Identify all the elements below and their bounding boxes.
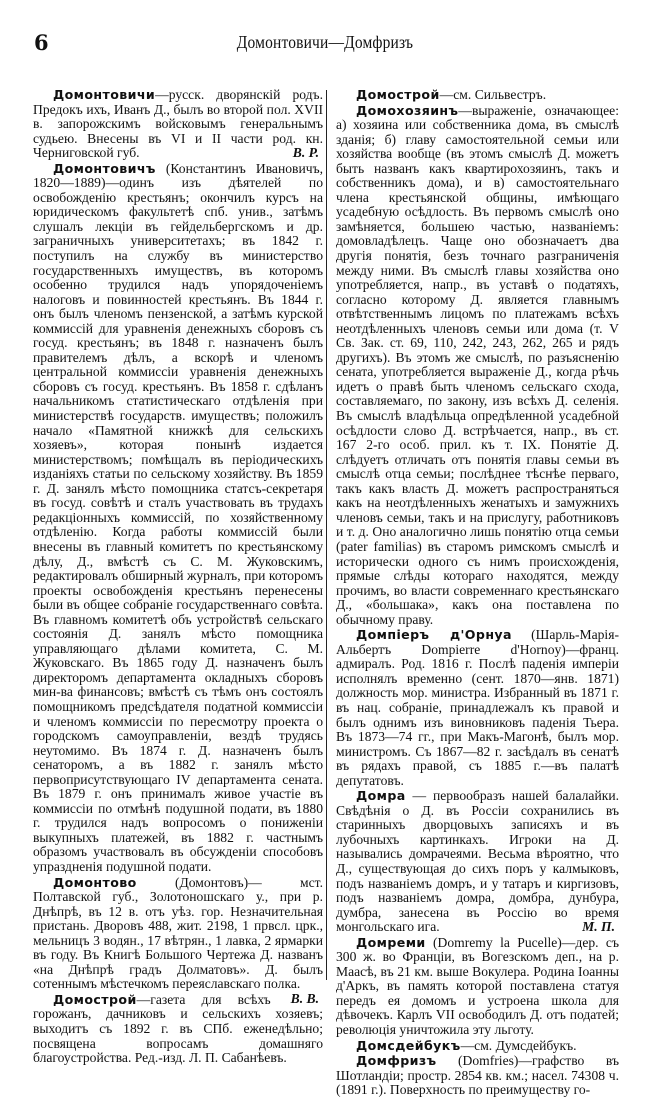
entry-term: Домострой: [356, 87, 440, 102]
entry-dompierre-dhornoy: [336, 628, 619, 788]
entry-term: Домохозяинъ: [356, 102, 459, 118]
entry-signature: М. П.: [582, 919, 615, 935]
entry-body: —выраженіе, означающее: а) хозяина или собственника дома, въ смыслѣ зданія; б) главу самостоятельной семьи или хозяйства вообще (въ этомъ смыслѣ Д. можетъ быть названъ какъ квартирохозяинъ, такъ и собственникъ дома), и в) самостоятельнаго члена крестьянской общины, имѣющаго усадебную осѣдлость. Въ первомъ смыслѣ оно замѣняется, большею частью, названіемъ: домовладѣлецъ. Чаще оно обозначаетъ два другія понятія, безъ точнаго разграниченія между ними. Въ смыслѣ главы хозяйства оно употребляется, напр., въ уставѣ о податяхъ, согласно которому Д. является главнымъ отвѣтственнымъ лицомъ по платежамъ всѣхъ неотдѣленныхъ членовъ семьи или дома (т. V Св. Зак. ст. 69, 110, 242, 243, 262, 265 и рядъ другихъ). Въ этомъ же смыслѣ, по разъясненію сената, употребляется выраженіе Д., когда рѣчь идетъ о правѣ быть членомъ сельскаго схода, составляемаго, по закону, изъ всѣхъ Д. селенія. Въ смыслѣ владѣльца опредѣленной усадебной осѣдлости слово Д. встрѣчается, напр., въ ст. 167 2-го особ. прил. къ т. IX. Понятіе Д. слѣдуетъ отличать отъ понятія главы семьи въ смыслѣ отца семьи; послѣднее тѣснѣе перваго, такъ какъ власть Д. можетъ распространяться какъ на неотдѣленныхъ женатыхъ и замужнихъ членовъ семьи, такъ и на прислугу, работниковъ и т. д. Оно аналогично лишь понятію отца семьи (pater familias) въ старомъ римскомъ смыслѣ и исторически одного съ нимъ происхожденія, прямые слѣды котораго находятся, между прочимъ, во власти современнаго крестьянскаго Д., «большака», какъ она поставлена по обычному праву.: [336, 102, 619, 627]
entry-domontovich: [33, 162, 323, 875]
entry-term: Домонтовичи: [53, 87, 156, 102]
entry-term: Домреми: [356, 934, 426, 950]
entry-body: —см. Сильвестръ.: [439, 87, 547, 102]
entry-dumfries: [336, 1054, 619, 1098]
entry-term: Домонтовичъ: [53, 160, 156, 176]
page-header: [30, 30, 620, 54]
entry-term: Домра: [356, 788, 406, 804]
entry-body: —русск. дворянскій родъ. Предокъ ихъ, Иванъ Д., былъ во второй пол. XVII в. запорожскимъ войсковымъ генеральнымъ судьею. Внесены въ VI и II части род. кн. Черниговской губ.: [33, 87, 323, 161]
entry-body: —см. Думсдейбукъ.: [460, 1037, 577, 1053]
entry-term: Домострой: [53, 991, 137, 1007]
entry-domremy: [336, 936, 619, 1038]
entry-domesday-book-see: [336, 1039, 619, 1054]
column-divider: [326, 90, 327, 980]
right-column: [336, 88, 619, 1099]
entry-body: (Domremy la Pucelle)—дер. съ 300 ж. во Франціи, въ Вогезскомъ деп., на р. Маасѣ, въ 21 км. выше Вокулера. Родина Іоанны д'Аркъ, въ память которой поставлена статуя передъ ея домомъ и устроена школа для дѣвочекъ. Карлъ VII освободилъ Д. отъ податей; революція уничтожила эту льготу.: [336, 934, 619, 1037]
entry-domontovichi: [33, 88, 323, 161]
entry-domra: [336, 789, 619, 934]
entry-signature: В. Р.: [292, 145, 319, 161]
running-title: Домонтовичи—Домфризъ: [236, 32, 414, 52]
entry-body: (Domfries)—графство въ Шотландіи; простр. 2854 кв. км.; насел. 74308 ч. (1891 г.). Поверхность по преимуществу го-: [336, 1053, 619, 1098]
entry-term: Домсдейбукъ: [356, 1037, 461, 1053]
page-number: 6: [34, 30, 49, 55]
entry-body: (Домонтовъ)— мст. Полтавской губ., Золотоношскаго у., при р. Днѣпрѣ, въ 12 в. отъ уѣз. гор. Незначительная пристань. Дворовъ 488, жит. 2198, 1 првсл. црк., мельницъ 3 водян., 17 вѣтрян., 1 лавка, 2 ярмарки въ году. Въ Книгѣ Большого Чертежа Д. названъ «на Днѣпрѣ градъ Долматовъ». Д. былъ сотеннымъ мѣстечкомъ переяславскаго полка.: [33, 874, 323, 992]
entry-body: (Шарль-Марія-Альбертъ Dompierre d'Hornoy)—франц. адмиралъ. Род. 1816 г. Послѣ паденія имперіи исполнялъ временно (сент. 1870—янв. 1871) должность мор. министра. Избранный въ 1871 г. въ нац. собраніе, принадлежалъ къ правой и былъ однимъ изъ виновниковъ паденія Тьера. Въ 1873—74 гг., при Макъ-Магонѣ, былъ мор. министромъ. Съ 1867—82 г. засѣдалъ въ сенатѣ въ рядахъ правой, съ 1885 г.—въ палатѣ депутатовъ.: [336, 627, 619, 788]
entry-domostroy-see: [336, 88, 619, 103]
entry-term: Домонтово: [53, 874, 137, 890]
left-column: [33, 88, 323, 1067]
entry-term: Домфризъ: [356, 1053, 437, 1069]
entry-body: (Константинъ Ивановичъ, 1820—1889)—одинъ изъ дѣятелей по освобожденію крестьянъ; окончилъ курсъ на юридическомъ факультетѣ спб. унив., затѣмъ слушалъ лекціи въ гейдельбергскомъ и др. заграничныхъ университетахъ; въ 1842 г. поступилъ на службу въ министерство государственныхъ имуществъ, въ которомъ особенно трудился надъ упорядоченіемъ налоговъ и повинностей крестьянъ. Въ 1844 г. онъ былъ членомъ пензенской, а затѣмъ курской коммиссій для уравненія денежныхъ сборовъ съ госуд. крестьянъ; въ 1848 г. назначенъ былъ правителемъ дѣлъ, а вскорѣ и членомъ центральной коммиссіи уравненія денежныхъ сборовъ съ госуд. крестьянъ. Въ 1858 г. сдѣланъ начальникомъ статистическаго отдѣленія при министерствѣ государств. имуществъ; положилъ начало «Памятной книжкѣ для сельскихъ хозяевъ», которая понынѣ издается министерствомъ; помѣщалъ въ періодическихъ изданіяхъ статьи по сельскому хозяйству. Въ 1859 г. Д. занялъ мѣсто помощника статсъ-секретаря въ госуд. совѣтѣ и сталъ участвовать въ трудахъ редакціонныхъ коммиссій, по хозяйственному отдѣленію. Когда работы коммиссій были внесены въ главный комитетъ по крестьянскому дѣлу, Д., вмѣстѣ съ С. М. Жуковскимъ, редактировалъ обширный журналъ, при которомъ проекты освобожденія крестьянъ перенесены были въ общее собраніе государственнаго совѣта. Въ главномъ комитетѣ объ устройствѣ сельскаго состоянія Д. занялъ мѣсто помощника управляющаго дѣлами комитета, С. М. Жуковскаго. Въ 1865 году Д. назначенъ былъ директоромъ департамента окладныхъ сборовъ мин-ва финансовъ; вмѣстѣ съ тѣмъ онъ состоялъ помощникомъ предсѣдателя податной коммиссіи и членомъ коммиссіи по пересмотру проекта о городскомъ самоуправленіи, вездѣ трудясь неутомимо. Въ 1874 г. Д. назначенъ былъ сенаторомъ, а въ 1882 г. занялъ мѣсто первоприсутствующаго IV департамента сената. Въ 1879 г. онъ принималъ живое участіе въ коммиссіи по отмѣнѣ подушной подати, въ 1880 г. трудился надъ вопросомъ о пониженіи выкупныхъ платежей, въ 1882 г. частнымъ образомъ участвовалъ въ обсужденіи способовъ упраздненія подушной подати.: [33, 160, 323, 874]
entry-body: —газета для всѣхъ горожанъ, дачниковъ и сельскихъ хозяевъ; выходитъ съ 1892 г. въ СПб. еженедѣльно; посвящена вопросамъ домашняго благоустройства. Ред.-изд. Л. П. Сабанѣевъ.: [33, 991, 323, 1066]
entry-domokhozyain: [336, 104, 619, 628]
entry-body: — первообразъ нашей балалайки. Свѣдѣнія о Д. въ Россіи сохранились въ старинныхъ дворцовыхъ записяхъ и въ лубочныхъ картинкахъ. Игроки на Д. назывались домрачеями. Весьма вѣроятно, что Д., существующая до сихъ поръ у калмыковъ, подъ названіемъ домръ, и у татаръ и киргизовъ, подъ названіемъ домра, домбра, дунбура, думбра, занесена въ Россію во время монгольскаго ига.: [336, 788, 619, 935]
entry-term: Домпіеръ д'Орнуа: [356, 627, 512, 643]
entry-signature: В. В.: [290, 990, 319, 1006]
